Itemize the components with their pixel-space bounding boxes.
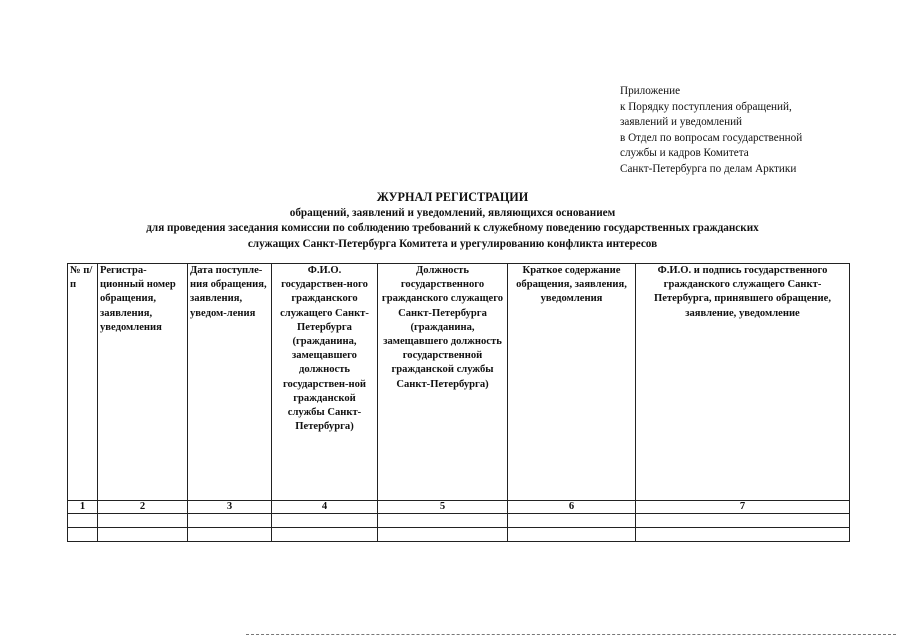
column-header-receiver: Ф.И.О. и подпись государственного гражданского служащего Санкт-Петербурга, принявшего обращение, заявление, уведомление <box>636 264 850 501</box>
appendix-note <box>620 84 890 177</box>
empty-cell <box>636 528 850 542</box>
column-header-reg-number: Регистра-ционный номер обращения, заявления, уведомления <box>98 264 188 501</box>
journal-subtitle-line: для проведения заседания комиссии по соблюдению требований к служебному поведению государственных гражданских <box>146 222 759 234</box>
empty-cell <box>188 514 272 528</box>
appendix-line: Приложение <box>620 85 681 97</box>
empty-cell <box>636 514 850 528</box>
table-row-empty <box>68 514 850 528</box>
column-header-number: № п/п <box>68 264 98 501</box>
column-header-full-name: Ф.И.О. государствен-ного гражданского служащего Санкт-Петербурга (гражданина, замещавшего должность государствен-ной гражданской службы Санкт-Петербурга) <box>272 264 378 501</box>
column-number: 6 <box>508 501 636 514</box>
empty-cell <box>98 528 188 542</box>
column-number: 1 <box>68 501 98 514</box>
journal-heading <box>0 190 905 252</box>
journal-subtitle-line: служащих Санкт-Петербурга Комитета и урегулированию конфликта интересов <box>247 237 658 250</box>
column-header-date: Дата поступле-ния обращения, заявления, уведом-ления <box>188 264 272 501</box>
scan-edge-line <box>246 634 896 635</box>
empty-cell <box>68 514 98 528</box>
empty-cell <box>68 528 98 542</box>
empty-cell <box>508 514 636 528</box>
column-number: 2 <box>98 501 188 514</box>
journal-title: ЖУРНАЛ РЕГИСТРАЦИИ <box>376 190 529 204</box>
empty-cell <box>98 514 188 528</box>
empty-cell <box>508 528 636 542</box>
journal-subtitle-line: обращений, заявлений и уведомлений, являющихся основанием <box>289 206 616 219</box>
column-number: 5 <box>378 501 508 514</box>
table-header-row <box>68 264 850 501</box>
column-number: 4 <box>272 501 378 514</box>
column-number-row <box>68 501 850 514</box>
column-header-summary: Краткое содержание обращения, заявления, уведомления <box>508 264 636 501</box>
appendix-line: заявлений и уведомлений <box>620 116 743 128</box>
empty-cell <box>272 528 378 542</box>
appendix-line: к Порядку поступления обращений, <box>620 100 792 113</box>
registration-table <box>67 263 850 542</box>
empty-cell <box>272 514 378 528</box>
column-number: 3 <box>188 501 272 514</box>
appendix-line: Санкт-Петербурга по делам Арктики <box>620 162 797 175</box>
empty-cell <box>378 514 508 528</box>
table-row-empty <box>68 528 850 542</box>
appendix-line: в Отдел по вопросам государственной <box>620 131 803 144</box>
appendix-line: службы и кадров Комитета <box>620 147 749 159</box>
column-number: 7 <box>636 501 850 514</box>
column-header-position: Должность государственного гражданского служащего Санкт-Петербурга (гражданина, замещавшего должность государственной гражданской службы Санкт-Петербурга) <box>378 264 508 501</box>
empty-cell <box>188 528 272 542</box>
empty-cell <box>378 528 508 542</box>
